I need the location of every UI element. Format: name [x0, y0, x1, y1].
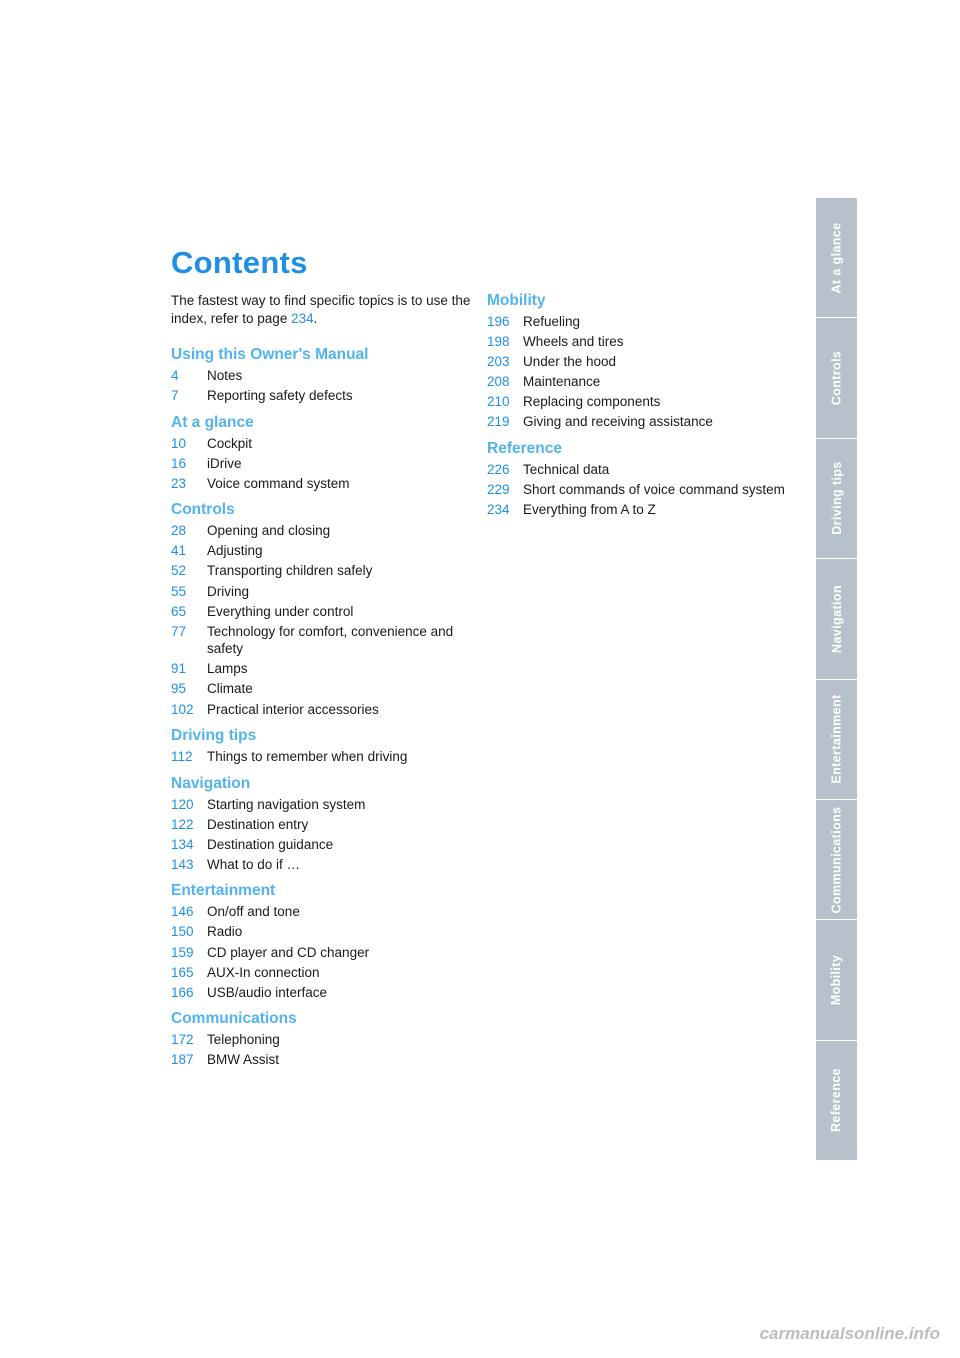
toc-right-column — [487, 292, 787, 528]
toc-section-driving-tips — [171, 727, 471, 766]
toc-entry-title: Starting navigation system — [207, 796, 366, 812]
toc-entry[interactable] — [171, 562, 471, 580]
toc-page-number[interactable]: 146 — [171, 904, 194, 920]
toc-entry-title: Under the hood — [523, 354, 617, 370]
toc-entry-title: Technology for comfort, convenience and safety — [207, 623, 454, 657]
tab-label: Navigation — [829, 584, 844, 653]
section-heading: Entertainment — [171, 882, 276, 900]
toc-page-number[interactable]: 203 — [487, 354, 510, 370]
toc-entry-title: Climate — [207, 681, 253, 697]
toc-entry-title: Destination entry — [207, 816, 309, 832]
toc-entry[interactable] — [171, 903, 471, 921]
toc-section-entertainment — [171, 882, 471, 1001]
toc-entry[interactable] — [487, 501, 787, 519]
toc-entry-title: Lamps — [207, 661, 248, 677]
toc-entry[interactable] — [171, 944, 471, 962]
toc-page-number[interactable]: 52 — [171, 563, 187, 579]
toc-entry[interactable] — [171, 680, 471, 698]
toc-page-number[interactable]: 23 — [171, 475, 187, 491]
toc-entry-title: USB/audio interface — [207, 984, 328, 1000]
toc-entry[interactable] — [487, 413, 787, 431]
toc-entry[interactable] — [171, 475, 471, 493]
toc-entry[interactable] — [487, 333, 787, 351]
page-title: Contents — [171, 244, 308, 280]
toc-entry-title: Voice command system — [207, 475, 350, 491]
toc-entry-title: Radio — [207, 924, 243, 940]
toc-entry-title: Transporting children safely — [207, 563, 373, 579]
toc-page-number[interactable]: 65 — [171, 603, 187, 619]
toc-entry-title: Everything from A to Z — [523, 502, 656, 518]
toc-page-number[interactable]: 159 — [171, 944, 194, 960]
toc-entry[interactable] — [171, 387, 471, 405]
toc-entry[interactable] — [487, 313, 787, 331]
toc-page-number[interactable]: 122 — [171, 816, 194, 832]
toc-page-number[interactable]: 10 — [171, 435, 187, 451]
toc-entry[interactable] — [171, 522, 471, 540]
toc-section-communications — [171, 1010, 471, 1069]
toc-page-number[interactable]: 219 — [487, 414, 510, 430]
section-heading: Using this Owner's Manual — [171, 346, 369, 363]
tab-label: Mobility — [829, 954, 844, 1006]
toc-page-number[interactable]: 4 — [171, 368, 179, 383]
toc-entry[interactable] — [487, 353, 787, 371]
watermark: carmanualsonline.info — [759, 1324, 940, 1343]
toc-page-number[interactable]: 208 — [487, 374, 510, 390]
section-heading: Reference — [487, 439, 562, 457]
toc-entry-title: Giving and receiving assistance — [523, 414, 713, 430]
section-heading: Controls — [171, 501, 235, 519]
toc-entry-title: Destination guidance — [207, 836, 334, 852]
toc-entry-title: Driving — [207, 583, 250, 599]
toc-page-number[interactable]: 120 — [171, 796, 194, 812]
toc-entry[interactable] — [171, 964, 471, 982]
toc-entry[interactable] — [171, 816, 471, 834]
toc-entry-title: Opening and closing — [207, 523, 331, 539]
toc-page-number[interactable]: 91 — [171, 661, 187, 677]
tab-label: Reference — [829, 1068, 844, 1133]
toc-section-reference — [487, 440, 787, 519]
section-heading: Driving tips — [171, 727, 257, 745]
toc-page-number[interactable]: 95 — [171, 681, 187, 697]
toc-entry[interactable] — [171, 1031, 471, 1049]
toc-page-number[interactable]: 150 — [171, 924, 194, 940]
toc-entry[interactable] — [487, 481, 787, 499]
toc-page-number[interactable]: 172 — [171, 1032, 194, 1048]
toc-entry[interactable] — [171, 367, 471, 385]
toc-page-number[interactable]: 102 — [171, 701, 194, 717]
toc-left-column — [171, 346, 471, 1078]
toc-page-number[interactable]: 143 — [171, 856, 194, 872]
tab-controls[interactable] — [816, 318, 857, 438]
toc-page-number[interactable]: 226 — [487, 461, 510, 477]
toc-entry-title: Everything under control — [207, 603, 354, 619]
toc-entry[interactable] — [171, 1051, 471, 1069]
toc-entry-title: CD player and CD changer — [207, 944, 370, 960]
toc-entry[interactable] — [171, 542, 471, 560]
toc-page-number[interactable]: 77 — [171, 623, 187, 639]
tab-navigation[interactable] — [816, 559, 857, 679]
toc-entry-title: Adjusting — [207, 543, 263, 559]
section-heading: Navigation — [171, 774, 251, 792]
toc-entry[interactable] — [487, 373, 787, 391]
toc-entry-title: What to do if … — [207, 856, 301, 872]
section-heading: Communications — [171, 1010, 297, 1028]
intro-sentence: The fastest way to find specific topics is to use the index, refer to page — [171, 293, 471, 326]
toc-entry-title: Cockpit — [207, 435, 253, 451]
tab-driving-tips[interactable] — [816, 439, 857, 559]
toc-entry-title: Technical data — [523, 461, 610, 477]
tab-entertainment[interactable] — [816, 680, 857, 800]
toc-entry[interactable] — [171, 583, 471, 601]
toc-entry-title: Reporting safety defects — [207, 388, 353, 404]
tab-label: Communications — [829, 806, 844, 914]
toc-entry[interactable] — [171, 923, 471, 941]
toc-entry[interactable] — [171, 623, 471, 658]
toc-entry[interactable] — [487, 461, 787, 479]
toc-page-number[interactable]: 55 — [171, 583, 187, 599]
toc-page-number[interactable]: 229 — [487, 482, 510, 498]
toc-entry[interactable] — [171, 856, 471, 874]
toc-entry-title: Refueling — [523, 314, 581, 329]
toc-section-controls — [171, 501, 471, 718]
toc-entry[interactable] — [171, 748, 471, 766]
toc-section-navigation — [171, 775, 471, 874]
toc-section-using-this-owner-s-manual — [171, 346, 471, 405]
toc-entry[interactable] — [171, 836, 471, 854]
intro-text — [171, 292, 471, 328]
toc-page-number[interactable]: 187 — [171, 1052, 194, 1068]
toc-entry-title: On/off and tone — [207, 904, 300, 920]
toc-page-number[interactable]: 16 — [171, 455, 187, 471]
toc-entry-title: Wheels and tires — [523, 334, 624, 350]
tab-at-a-glance[interactable] — [816, 198, 857, 318]
toc-page-number[interactable]: 210 — [487, 394, 510, 410]
tab-mobility[interactable] — [816, 920, 857, 1040]
toc-entry[interactable] — [171, 435, 471, 453]
toc-page-number[interactable]: 41 — [171, 543, 187, 559]
toc-entry-title: Telephoning — [207, 1032, 280, 1048]
toc-entry[interactable] — [171, 455, 471, 473]
tab-label: At a glance — [829, 222, 844, 294]
index-page-link[interactable]: 234 — [291, 311, 314, 326]
toc-page-number[interactable]: 165 — [171, 964, 194, 980]
toc-entry-title: Practical interior accessories — [207, 701, 379, 717]
toc-entry[interactable] — [487, 393, 787, 411]
section-heading: Mobility — [487, 292, 546, 309]
toc-page-number[interactable]: 234 — [487, 502, 510, 518]
toc-page-number[interactable]: 196 — [487, 314, 510, 329]
toc-entry-title: AUX-In connection — [207, 964, 320, 980]
tab-communications[interactable] — [816, 800, 857, 920]
toc-page-number[interactable]: 28 — [171, 523, 187, 539]
toc-entry[interactable] — [171, 660, 471, 678]
toc-entry[interactable] — [171, 603, 471, 621]
toc-entry[interactable] — [171, 796, 471, 814]
toc-page-number[interactable]: 7 — [171, 388, 179, 404]
toc-entry-title: Notes — [207, 368, 243, 383]
toc-entry[interactable] — [171, 984, 471, 1002]
chapter-tabs — [816, 198, 857, 1160]
toc-entry-title: Replacing components — [523, 394, 661, 410]
toc-entry-title: iDrive — [207, 455, 242, 471]
toc-entry-title: Short commands of voice command system — [523, 482, 785, 498]
tab-reference[interactable] — [816, 1041, 857, 1160]
toc-section-mobility — [487, 292, 787, 431]
toc-page-number[interactable]: 198 — [487, 334, 510, 350]
intro-period: . — [313, 311, 318, 326]
toc-entry-title: Things to remember when driving — [207, 749, 408, 765]
toc-page-number[interactable]: 112 — [171, 749, 193, 765]
tab-label: Controls — [829, 350, 844, 406]
toc-page-number[interactable]: 166 — [171, 984, 194, 1000]
tab-label: Entertainment — [829, 694, 844, 784]
toc-entry[interactable] — [171, 701, 471, 719]
toc-entry-title: Maintenance — [523, 374, 601, 390]
toc-section-at-a-glance — [171, 414, 471, 493]
tab-label: Driving tips — [829, 461, 844, 536]
toc-page-number[interactable]: 134 — [171, 836, 194, 852]
toc-entry-title: BMW Assist — [207, 1052, 280, 1068]
section-heading: At a glance — [171, 413, 254, 431]
